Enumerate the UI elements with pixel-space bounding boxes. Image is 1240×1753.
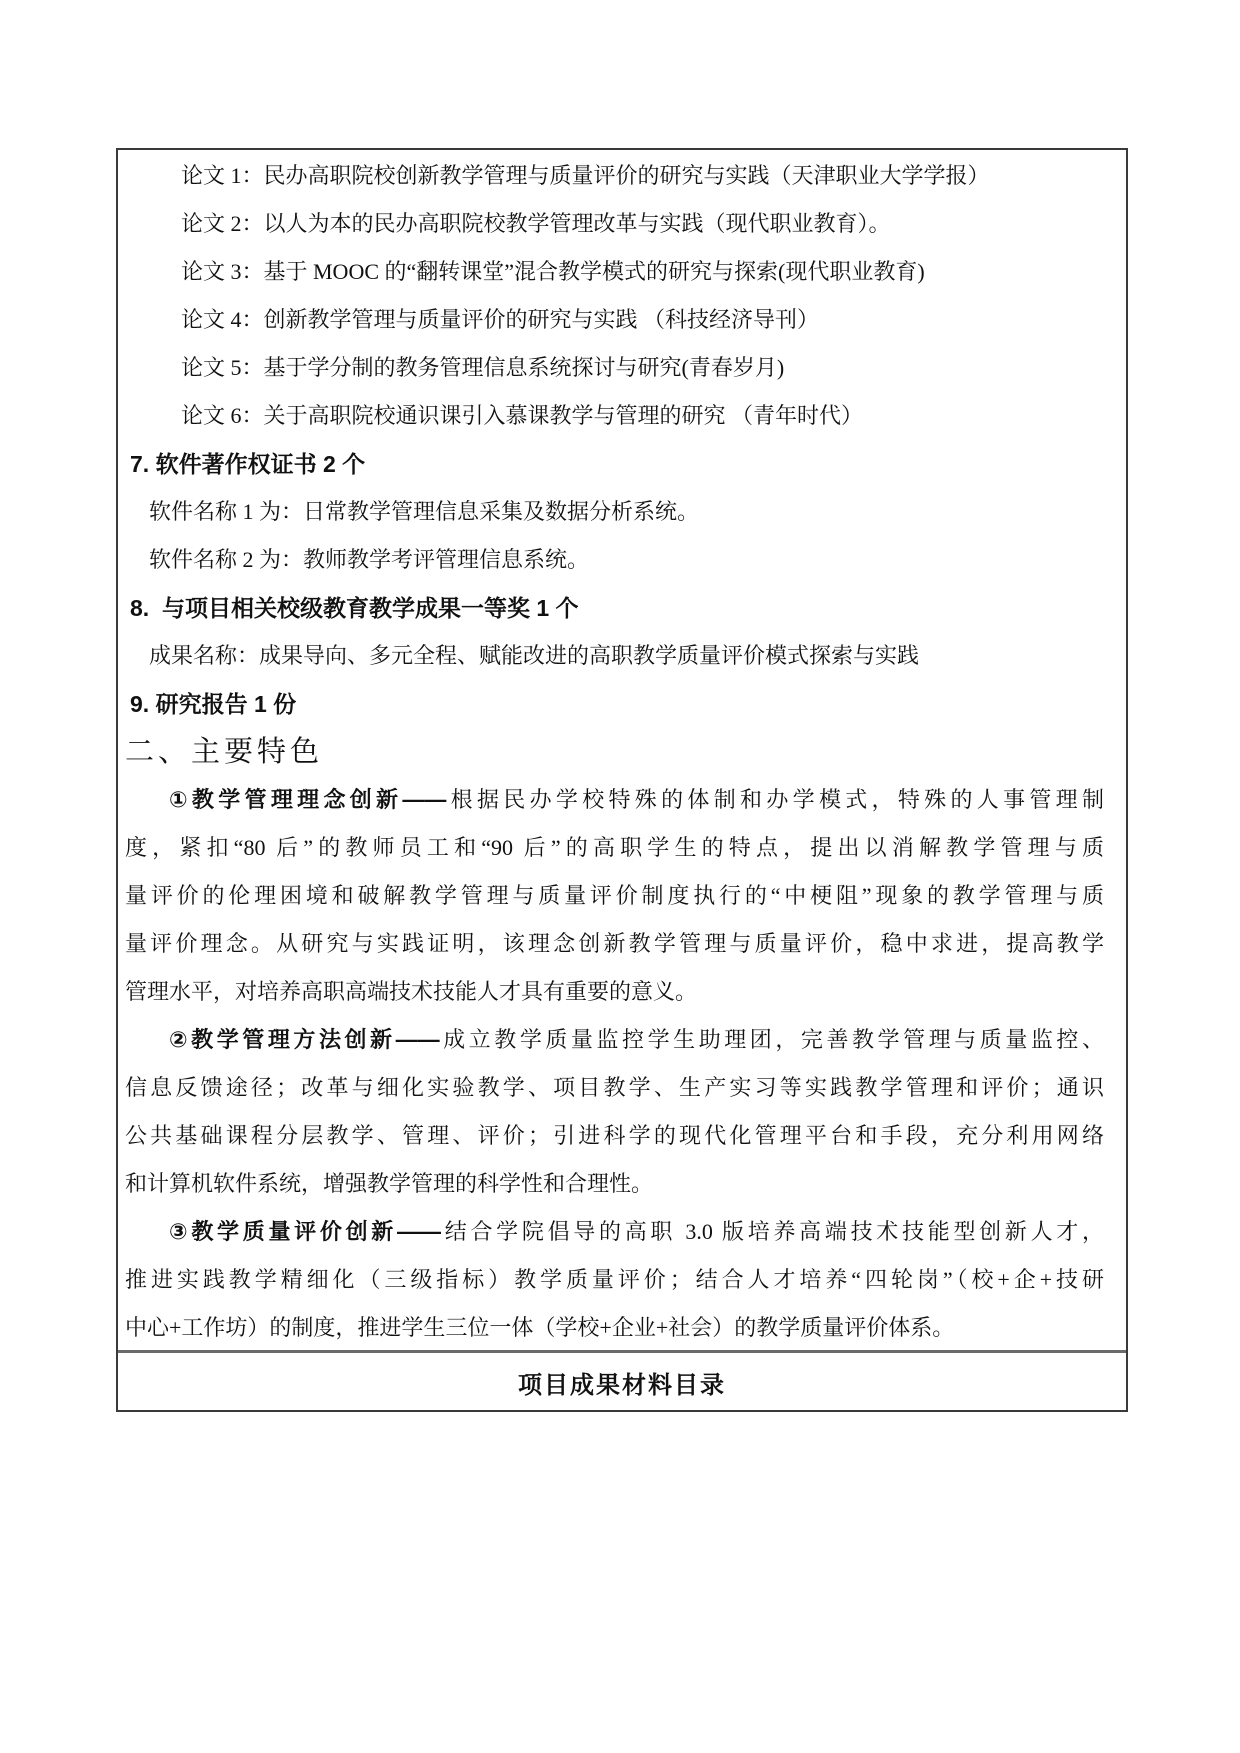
feature-2-line-3: 公共基础课程分层教学、管理、评价；引进科学的现代化管理平台和手段，充分利用网络 bbox=[125, 1123, 1104, 1148]
feature-1-line-5: 管理水平，对培养高职高端技术技能人才具有重要的意义。 bbox=[125, 979, 698, 1004]
paper-line-2: 论文 2：以人为本的民办高职院校教学管理改革与实践（现代职业教育）。 bbox=[181, 211, 891, 236]
feature-3-line-3: 中心+工作坊）的制度，推进学生三位一体（学校+企业+社会）的教学质量评价体系。 bbox=[125, 1315, 955, 1340]
document-table bbox=[116, 148, 1128, 1412]
section-8-heading: 8. 与项目相关校级教育教学成果一等奖 1 个 bbox=[130, 595, 579, 621]
section-7-heading: 7. 软件著作权证书 2 个 bbox=[130, 451, 366, 477]
paper-line-6: 论文 6：关于高职院校通识课引入慕课教学与管理的研究 （青年时代） bbox=[181, 403, 864, 428]
feature-2-lead: ②教学管理方法创新—— bbox=[169, 1027, 440, 1052]
feature-1-line-3: 量评价的伦理困境和破解教学管理与质量评价制度执行的“中梗阻”现象的教学管理与质 bbox=[125, 883, 1104, 908]
feature-3-lead: ③教学质量评价创新—— bbox=[169, 1219, 442, 1244]
feature-3-line-1 bbox=[125, 1208, 1104, 1256]
catalog-title: 项目成果材料目录 bbox=[518, 1373, 726, 1399]
feature-1-lead: ①教学管理理念创新—— bbox=[169, 787, 447, 812]
feature-2-line-2: 信息反馈途径；改革与细化实验教学、项目教学、生产实习等实践教学管理和评价；通识 bbox=[125, 1075, 1104, 1100]
features-section-title: 二、主要特色 bbox=[125, 736, 324, 768]
feature-3-line-2: 推进实践教学精细化（三级指标）教学质量评价；结合人才培养“四轮岗”（校+企+技研 bbox=[125, 1267, 1104, 1292]
paper-line-4: 论文 4：创新教学管理与质量评价的研究与实践 （科技经济导刊） bbox=[181, 307, 820, 332]
catalog-cell bbox=[118, 1350, 1126, 1412]
section-9-heading: 9. 研究报告 1 份 bbox=[130, 691, 297, 717]
feature-3-first-text: 结合学院倡导的高职 3.0 版培养高端技术技能型创新人才， bbox=[441, 1219, 1104, 1244]
paper-line-3: 论文 3：基于 MOOC 的“翻转课堂”混合教学模式的研究与探索(现代职业教育) bbox=[181, 259, 925, 284]
paper-line-5: 论文 5：基于学分制的教务管理信息系统探讨与研究(青春岁月) bbox=[181, 355, 785, 380]
software-name-2: 软件名称 2 为：教师教学考评管理信息系统。 bbox=[149, 547, 590, 572]
achievements-cell bbox=[118, 150, 1126, 1350]
feature-2-line-4: 和计算机软件系统，增强教学管理的科学性和合理性。 bbox=[125, 1171, 654, 1196]
feature-1-line-2: 度，紧扣“80 后”的教师员工和“90 后”的高职学生的特点，提出以消解教学管理与质 bbox=[125, 835, 1104, 860]
feature-2-first-text: 成立教学质量监控学生助理团，完善教学管理与质量监控、 bbox=[439, 1027, 1104, 1052]
feature-1-line-4: 量评价理念。从研究与实践证明，该理念创新教学管理与质量评价，稳中求进，提高教学 bbox=[125, 931, 1104, 956]
feature-2-line-1 bbox=[125, 1016, 1104, 1064]
paper-line-1: 论文 1：民办高职院校创新教学管理与质量评价的研究与实践（天津职业大学学报） bbox=[181, 163, 990, 188]
software-name-1: 软件名称 1 为：日常教学管理信息采集及数据分析系统。 bbox=[149, 499, 700, 524]
feature-1-line-1 bbox=[125, 776, 1104, 824]
feature-1-first-text: 根据民办学校特殊的体制和办学模式，特殊的人事管理制 bbox=[446, 787, 1104, 812]
award-name: 成果名称：成果导向、多元全程、赋能改进的高职教学质量评价模式探索与实践 bbox=[149, 643, 920, 668]
